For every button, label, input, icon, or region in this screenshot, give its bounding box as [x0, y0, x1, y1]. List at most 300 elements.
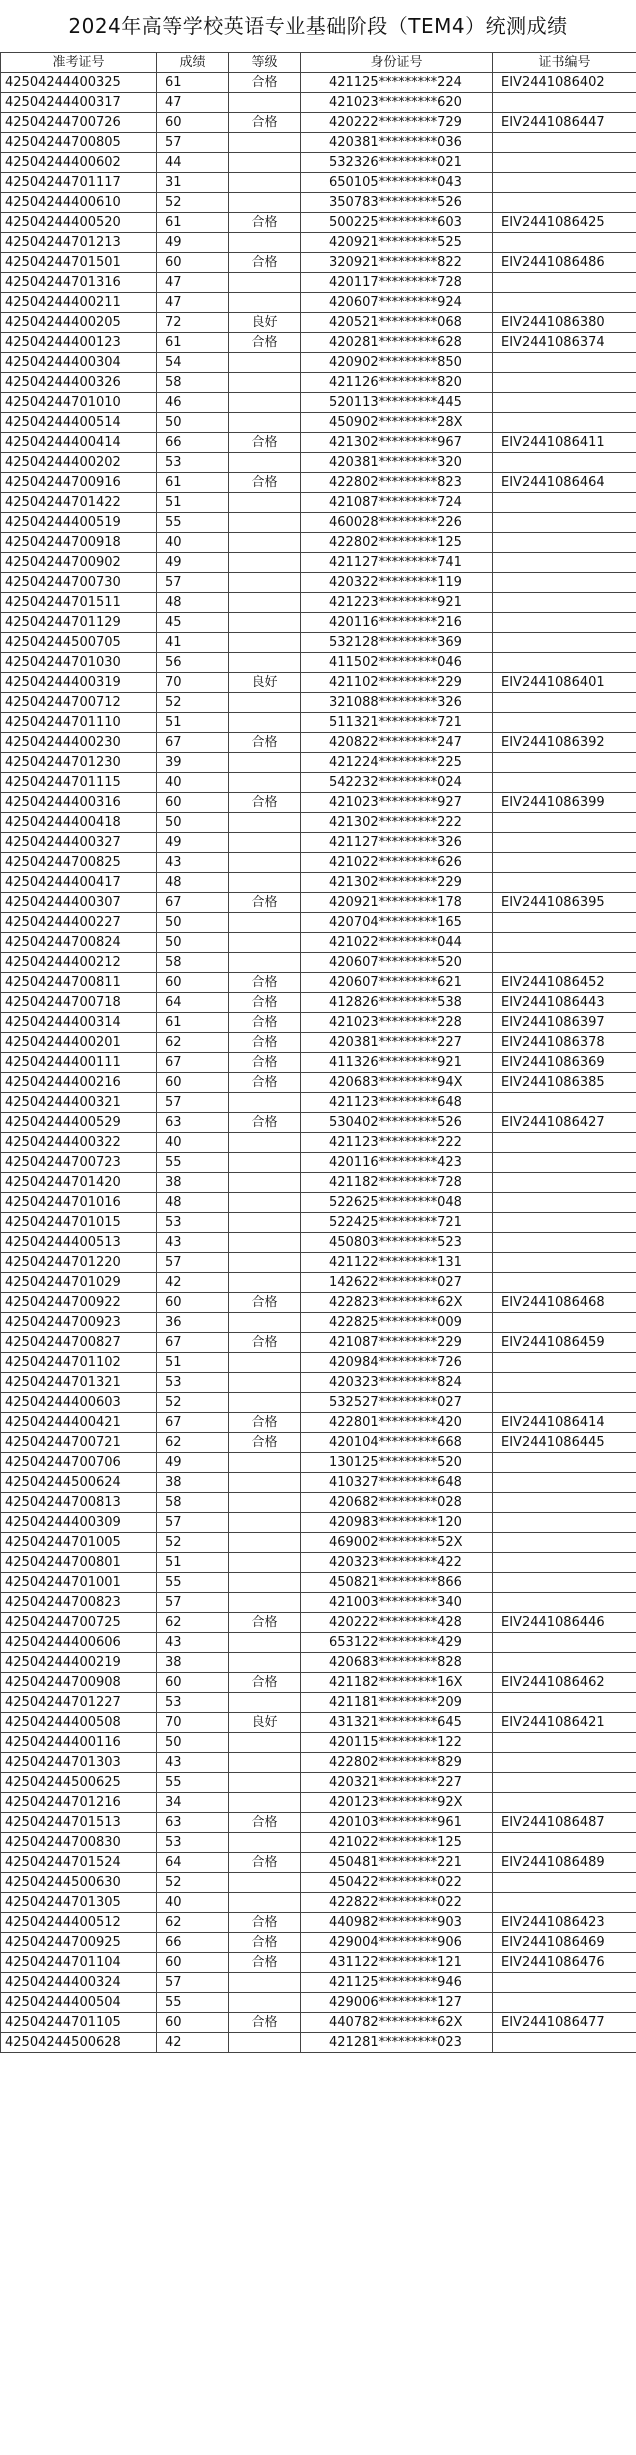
grade-cell	[229, 93, 301, 113]
score-cell: 47	[157, 93, 229, 113]
id-number-cell: 420983*********120	[301, 1513, 493, 1533]
certificate-number-cell	[493, 1473, 636, 1493]
exam-number-cell: 42504244700908	[1, 1673, 157, 1693]
score-cell: 64	[157, 993, 229, 1013]
score-cell: 47	[157, 273, 229, 293]
exam-number-cell: 42504244400519	[1, 513, 157, 533]
certificate-number-cell	[493, 153, 636, 173]
certificate-number-cell	[493, 1353, 636, 1373]
score-cell: 40	[157, 1133, 229, 1153]
certificate-number-cell	[493, 1753, 636, 1773]
table-row	[1, 1553, 636, 1573]
exam-number-cell: 42504244400216	[1, 1073, 157, 1093]
grade-cell	[229, 1833, 301, 1853]
certificate-number-cell: EIV2441086425	[493, 213, 636, 233]
score-cell: 58	[157, 1493, 229, 1513]
id-number-cell: 421281*********023	[301, 2033, 493, 2053]
table-row	[1, 1473, 636, 1493]
exam-number-cell: 42504244400421	[1, 1413, 157, 1433]
certificate-number-cell: EIV2441086462	[493, 1673, 636, 1693]
certificate-number-cell: EIV2441086411	[493, 433, 636, 453]
exam-number-cell: 42504244701422	[1, 493, 157, 513]
certificate-number-cell: EIV2441086414	[493, 1413, 636, 1433]
table-row	[1, 273, 636, 293]
exam-number-cell: 42504244400603	[1, 1393, 157, 1413]
certificate-number-cell	[493, 93, 636, 113]
grade-cell: 合格	[229, 1033, 301, 1053]
exam-number-cell: 42504244400201	[1, 1033, 157, 1053]
table-row	[1, 1513, 636, 1533]
id-number-cell: 431122*********121	[301, 1953, 493, 1973]
id-number-cell: 420323*********422	[301, 1553, 493, 1573]
exam-number-cell: 42504244701420	[1, 1173, 157, 1193]
table-row	[1, 713, 636, 733]
id-number-cell: 421122*********131	[301, 1253, 493, 1273]
id-number-cell: 421003*********340	[301, 1593, 493, 1613]
grade-cell	[229, 573, 301, 593]
id-number-cell: 431321*********645	[301, 1713, 493, 1733]
table-row	[1, 1613, 636, 1633]
certificate-number-cell: EIV2441086392	[493, 733, 636, 753]
certificate-number-cell	[493, 1093, 636, 1113]
table-row	[1, 1753, 636, 1773]
id-number-cell: 429004*********906	[301, 1933, 493, 1953]
score-cell: 49	[157, 553, 229, 573]
grade-cell	[229, 1453, 301, 1473]
id-number-cell: 421127*********326	[301, 833, 493, 853]
id-number-cell: 420521*********068	[301, 313, 493, 333]
header-id-number: 身份证号	[301, 53, 493, 73]
table-row	[1, 173, 636, 193]
table-row	[1, 1093, 636, 1113]
id-number-cell: 422825*********009	[301, 1313, 493, 1333]
grade-cell	[229, 1393, 301, 1413]
certificate-number-cell: EIV2441086486	[493, 253, 636, 273]
grade-cell	[229, 1253, 301, 1273]
grade-cell: 合格	[229, 793, 301, 813]
score-cell: 70	[157, 1713, 229, 1733]
score-cell: 51	[157, 493, 229, 513]
id-number-cell: 500225*********603	[301, 213, 493, 233]
certificate-number-cell: EIV2441086487	[493, 1813, 636, 1833]
table-row	[1, 1433, 636, 1453]
score-cell: 53	[157, 1833, 229, 1853]
exam-number-cell: 42504244500628	[1, 2033, 157, 2053]
certificate-number-cell	[493, 1653, 636, 1673]
grade-cell	[229, 153, 301, 173]
id-number-cell: 421023*********228	[301, 1013, 493, 1033]
grade-cell	[229, 1753, 301, 1773]
exam-number-cell: 42504244701001	[1, 1573, 157, 1593]
exam-number-cell: 42504244400314	[1, 1013, 157, 1033]
table-row	[1, 673, 636, 693]
id-number-cell: 653122*********429	[301, 1633, 493, 1653]
certificate-number-cell	[493, 653, 636, 673]
exam-number-cell: 42504244400205	[1, 313, 157, 333]
id-number-cell: 420683*********828	[301, 1653, 493, 1673]
header-grade: 等级	[229, 53, 301, 73]
score-cell: 63	[157, 1813, 229, 1833]
exam-number-cell: 42504244400123	[1, 333, 157, 353]
grade-cell	[229, 413, 301, 433]
grade-cell	[229, 1213, 301, 1233]
exam-number-cell: 42504244701110	[1, 713, 157, 733]
id-number-cell: 429006*********127	[301, 1993, 493, 2013]
grade-cell	[229, 833, 301, 853]
certificate-number-cell	[493, 813, 636, 833]
certificate-number-cell: EIV2441086445	[493, 1433, 636, 1453]
exam-number-cell: 42504244400504	[1, 1993, 157, 2013]
table-row	[1, 1833, 636, 1853]
grade-cell: 合格	[229, 1333, 301, 1353]
table-row	[1, 1373, 636, 1393]
id-number-cell: 421125*********224	[301, 73, 493, 93]
score-cell: 53	[157, 453, 229, 473]
certificate-number-cell	[493, 1233, 636, 1253]
certificate-number-cell	[493, 773, 636, 793]
certificate-number-cell	[493, 753, 636, 773]
table-row	[1, 1393, 636, 1413]
exam-number-cell: 42504244500705	[1, 633, 157, 653]
grade-cell	[229, 1093, 301, 1113]
exam-number-cell: 42504244400322	[1, 1133, 157, 1153]
grade-cell	[229, 1353, 301, 1373]
exam-number-cell: 42504244701303	[1, 1753, 157, 1773]
id-number-cell: 421224*********225	[301, 753, 493, 773]
grade-cell	[229, 493, 301, 513]
score-cell: 62	[157, 1913, 229, 1933]
exam-number-cell: 42504244700902	[1, 553, 157, 573]
certificate-number-cell	[493, 193, 636, 213]
score-cell: 55	[157, 1773, 229, 1793]
table-row	[1, 353, 636, 373]
certificate-number-cell	[493, 1513, 636, 1533]
table-row	[1, 1693, 636, 1713]
score-cell: 54	[157, 353, 229, 373]
table-row	[1, 1013, 636, 1033]
grade-cell	[229, 273, 301, 293]
certificate-number-cell: EIV2441086452	[493, 973, 636, 993]
grade-cell	[229, 2033, 301, 2053]
score-cell: 66	[157, 433, 229, 453]
certificate-number-cell: EIV2441086468	[493, 1293, 636, 1313]
grade-cell	[229, 593, 301, 613]
table-row	[1, 193, 636, 213]
exam-number-cell: 42504244400529	[1, 1113, 157, 1133]
exam-number-cell: 42504244400520	[1, 213, 157, 233]
table-row	[1, 873, 636, 893]
table-body	[1, 73, 636, 2053]
table-row	[1, 1773, 636, 1793]
header-row	[1, 53, 636, 73]
score-cell: 60	[157, 1293, 229, 1313]
table-row	[1, 453, 636, 473]
table-row	[1, 473, 636, 493]
exam-number-cell: 42504244400418	[1, 813, 157, 833]
table-row	[1, 913, 636, 933]
grade-cell	[229, 193, 301, 213]
score-cell: 50	[157, 933, 229, 953]
score-cell: 43	[157, 1753, 229, 1773]
grade-cell	[229, 1573, 301, 1593]
certificate-number-cell: EIV2441086402	[493, 73, 636, 93]
id-number-cell: 421125*********946	[301, 1973, 493, 1993]
exam-number-cell: 42504244700811	[1, 973, 157, 993]
certificate-number-cell	[493, 553, 636, 573]
score-cell: 60	[157, 253, 229, 273]
grade-cell	[229, 1793, 301, 1813]
grade-cell	[229, 173, 301, 193]
grade-cell	[229, 1873, 301, 1893]
table-row	[1, 73, 636, 93]
grade-cell	[229, 1533, 301, 1553]
score-cell: 52	[157, 693, 229, 713]
id-number-cell: 532326*********021	[301, 153, 493, 173]
score-cell: 48	[157, 593, 229, 613]
id-number-cell: 522425*********721	[301, 1213, 493, 1233]
score-cell: 42	[157, 2033, 229, 2053]
score-cell: 50	[157, 1733, 229, 1753]
certificate-number-cell	[493, 693, 636, 713]
grade-cell	[229, 1693, 301, 1713]
id-number-cell: 421126*********820	[301, 373, 493, 393]
exam-number-cell: 42504244701511	[1, 593, 157, 613]
score-cell: 40	[157, 773, 229, 793]
id-number-cell: 420104*********668	[301, 1433, 493, 1453]
table-row	[1, 333, 636, 353]
header-score: 成绩	[157, 53, 229, 73]
id-number-cell: 530402*********526	[301, 1113, 493, 1133]
table-row	[1, 1873, 636, 1893]
id-number-cell: 320921*********822	[301, 253, 493, 273]
table-row	[1, 213, 636, 233]
grade-cell: 合格	[229, 1413, 301, 1433]
exam-number-cell: 42504244400212	[1, 953, 157, 973]
id-number-cell: 421182*********16X	[301, 1673, 493, 1693]
table-row	[1, 1573, 636, 1593]
certificate-number-cell	[493, 1833, 636, 1853]
certificate-number-cell: EIV2441086395	[493, 893, 636, 913]
id-number-cell: 421302*********229	[301, 873, 493, 893]
id-number-cell: 421023*********927	[301, 793, 493, 813]
exam-number-cell: 42504244701227	[1, 1693, 157, 1713]
certificate-number-cell	[493, 853, 636, 873]
certificate-number-cell	[493, 453, 636, 473]
grade-cell	[229, 1993, 301, 2013]
table-row	[1, 253, 636, 273]
exam-number-cell: 42504244700918	[1, 533, 157, 553]
grade-cell: 合格	[229, 1433, 301, 1453]
exam-number-cell: 42504244701230	[1, 753, 157, 773]
score-cell: 55	[157, 1573, 229, 1593]
score-cell: 55	[157, 1993, 229, 2013]
grade-cell	[229, 773, 301, 793]
exam-number-cell: 42504244700825	[1, 853, 157, 873]
exam-number-cell: 42504244700718	[1, 993, 157, 1013]
certificate-number-cell	[493, 1453, 636, 1473]
score-cell: 60	[157, 793, 229, 813]
certificate-number-cell	[493, 413, 636, 433]
certificate-number-cell: EIV2441086459	[493, 1333, 636, 1353]
exam-number-cell: 42504244400111	[1, 1053, 157, 1073]
certificate-number-cell	[493, 133, 636, 153]
table-row	[1, 993, 636, 1013]
exam-number-cell: 42504244700721	[1, 1433, 157, 1453]
certificate-number-cell	[493, 1193, 636, 1213]
certificate-number-cell	[493, 533, 636, 553]
id-number-cell: 469002*********52X	[301, 1533, 493, 1553]
exam-number-cell: 42504244700824	[1, 933, 157, 953]
exam-number-cell: 42504244400304	[1, 353, 157, 373]
table-row	[1, 613, 636, 633]
id-number-cell: 421022*********125	[301, 1833, 493, 1853]
id-number-cell: 420704*********165	[301, 913, 493, 933]
table-row	[1, 813, 636, 833]
id-number-cell: 421181*********209	[301, 1693, 493, 1713]
table-row	[1, 1133, 636, 1153]
id-number-cell: 411502*********046	[301, 653, 493, 673]
score-cell: 49	[157, 1453, 229, 1473]
id-number-cell: 450422*********022	[301, 1873, 493, 1893]
table-row	[1, 1673, 636, 1693]
certificate-number-cell	[493, 933, 636, 953]
certificate-number-cell	[493, 1373, 636, 1393]
certificate-number-cell	[493, 493, 636, 513]
table-row	[1, 973, 636, 993]
score-cell: 52	[157, 193, 229, 213]
certificate-number-cell	[493, 1973, 636, 1993]
exam-number-cell: 42504244400211	[1, 293, 157, 313]
score-cell: 62	[157, 1033, 229, 1053]
table-row	[1, 1353, 636, 1373]
certificate-number-cell	[493, 1533, 636, 1553]
table-row	[1, 1853, 636, 1873]
score-cell: 52	[157, 1533, 229, 1553]
exam-number-cell: 42504244700916	[1, 473, 157, 493]
table-row	[1, 693, 636, 713]
grade-cell: 合格	[229, 1013, 301, 1033]
id-number-cell: 440982*********903	[301, 1913, 493, 1933]
certificate-number-cell	[493, 1173, 636, 1193]
exam-number-cell: 42504244701105	[1, 2013, 157, 2033]
exam-number-cell: 42504244400513	[1, 1233, 157, 1253]
grade-cell	[229, 1653, 301, 1673]
certificate-number-cell: EIV2441086447	[493, 113, 636, 133]
exam-number-cell: 42504244700827	[1, 1333, 157, 1353]
table-row	[1, 773, 636, 793]
exam-number-cell: 42504244701016	[1, 1193, 157, 1213]
score-cell: 38	[157, 1653, 229, 1673]
exam-number-cell: 42504244400316	[1, 793, 157, 813]
id-number-cell: 420822*********247	[301, 733, 493, 753]
certificate-number-cell	[493, 573, 636, 593]
exam-number-cell: 42504244701102	[1, 1353, 157, 1373]
exam-number-cell: 42504244700925	[1, 1933, 157, 1953]
certificate-number-cell: EIV2441086446	[493, 1613, 636, 1633]
id-number-cell: 511321*********721	[301, 713, 493, 733]
grade-cell: 良好	[229, 1713, 301, 1733]
certificate-number-cell	[493, 1573, 636, 1593]
grade-cell	[229, 1593, 301, 1613]
exam-number-cell: 42504244700805	[1, 133, 157, 153]
id-number-cell: 420115*********122	[301, 1733, 493, 1753]
certificate-number-cell	[493, 353, 636, 373]
grade-cell	[229, 533, 301, 553]
score-cell: 53	[157, 1373, 229, 1393]
id-number-cell: 421302*********967	[301, 433, 493, 453]
id-number-cell: 420607*********621	[301, 973, 493, 993]
certificate-number-cell	[493, 1593, 636, 1613]
exam-number-cell: 42504244701115	[1, 773, 157, 793]
score-cell: 51	[157, 1353, 229, 1373]
table-row	[1, 2013, 636, 2033]
grade-cell: 合格	[229, 733, 301, 753]
grade-cell	[229, 373, 301, 393]
score-cell: 64	[157, 1853, 229, 1873]
score-cell: 61	[157, 473, 229, 493]
certificate-number-cell	[493, 1873, 636, 1893]
id-number-cell: 420222*********428	[301, 1613, 493, 1633]
score-cell: 60	[157, 1073, 229, 1093]
certificate-number-cell	[493, 593, 636, 613]
grade-cell	[229, 1173, 301, 1193]
table-row	[1, 633, 636, 653]
score-cell: 57	[157, 1513, 229, 1533]
exam-number-cell: 42504244400514	[1, 413, 157, 433]
certificate-number-cell: EIV2441086401	[493, 673, 636, 693]
score-cell: 47	[157, 293, 229, 313]
score-cell: 67	[157, 1053, 229, 1073]
id-number-cell: 532527*********027	[301, 1393, 493, 1413]
grade-cell	[229, 933, 301, 953]
certificate-number-cell: EIV2441086397	[493, 1013, 636, 1033]
table-row	[1, 1493, 636, 1513]
score-cell: 60	[157, 1953, 229, 1973]
id-number-cell: 542232*********024	[301, 773, 493, 793]
exam-number-cell: 42504244701129	[1, 613, 157, 633]
grade-cell	[229, 1273, 301, 1293]
certificate-number-cell: EIV2441086443	[493, 993, 636, 1013]
grade-cell: 合格	[229, 113, 301, 133]
header-certificate-number: 证书编号	[493, 53, 636, 73]
exam-number-cell: 42504244700823	[1, 1593, 157, 1613]
exam-number-cell: 42504244701524	[1, 1853, 157, 1873]
certificate-number-cell	[493, 1553, 636, 1573]
exam-number-cell: 42504244701216	[1, 1793, 157, 1813]
score-cell: 40	[157, 1893, 229, 1913]
grade-cell	[229, 393, 301, 413]
id-number-cell: 130125*********520	[301, 1453, 493, 1473]
id-number-cell: 420381*********036	[301, 133, 493, 153]
exam-number-cell: 42504244400414	[1, 433, 157, 453]
exam-number-cell: 42504244400326	[1, 373, 157, 393]
table-row	[1, 733, 636, 753]
grade-cell	[229, 133, 301, 153]
score-cell: 55	[157, 1153, 229, 1173]
score-cell: 63	[157, 1113, 229, 1133]
exam-number-cell: 42504244500624	[1, 1473, 157, 1493]
exam-number-cell: 42504244700922	[1, 1293, 157, 1313]
grade-cell: 合格	[229, 213, 301, 233]
grade-cell	[229, 1553, 301, 1573]
score-cell: 49	[157, 233, 229, 253]
exam-number-cell: 42504244700706	[1, 1453, 157, 1473]
id-number-cell: 422802*********125	[301, 533, 493, 553]
table-row	[1, 1993, 636, 2013]
certificate-number-cell: EIV2441086489	[493, 1853, 636, 1873]
table-row	[1, 93, 636, 113]
certificate-number-cell	[493, 1313, 636, 1333]
